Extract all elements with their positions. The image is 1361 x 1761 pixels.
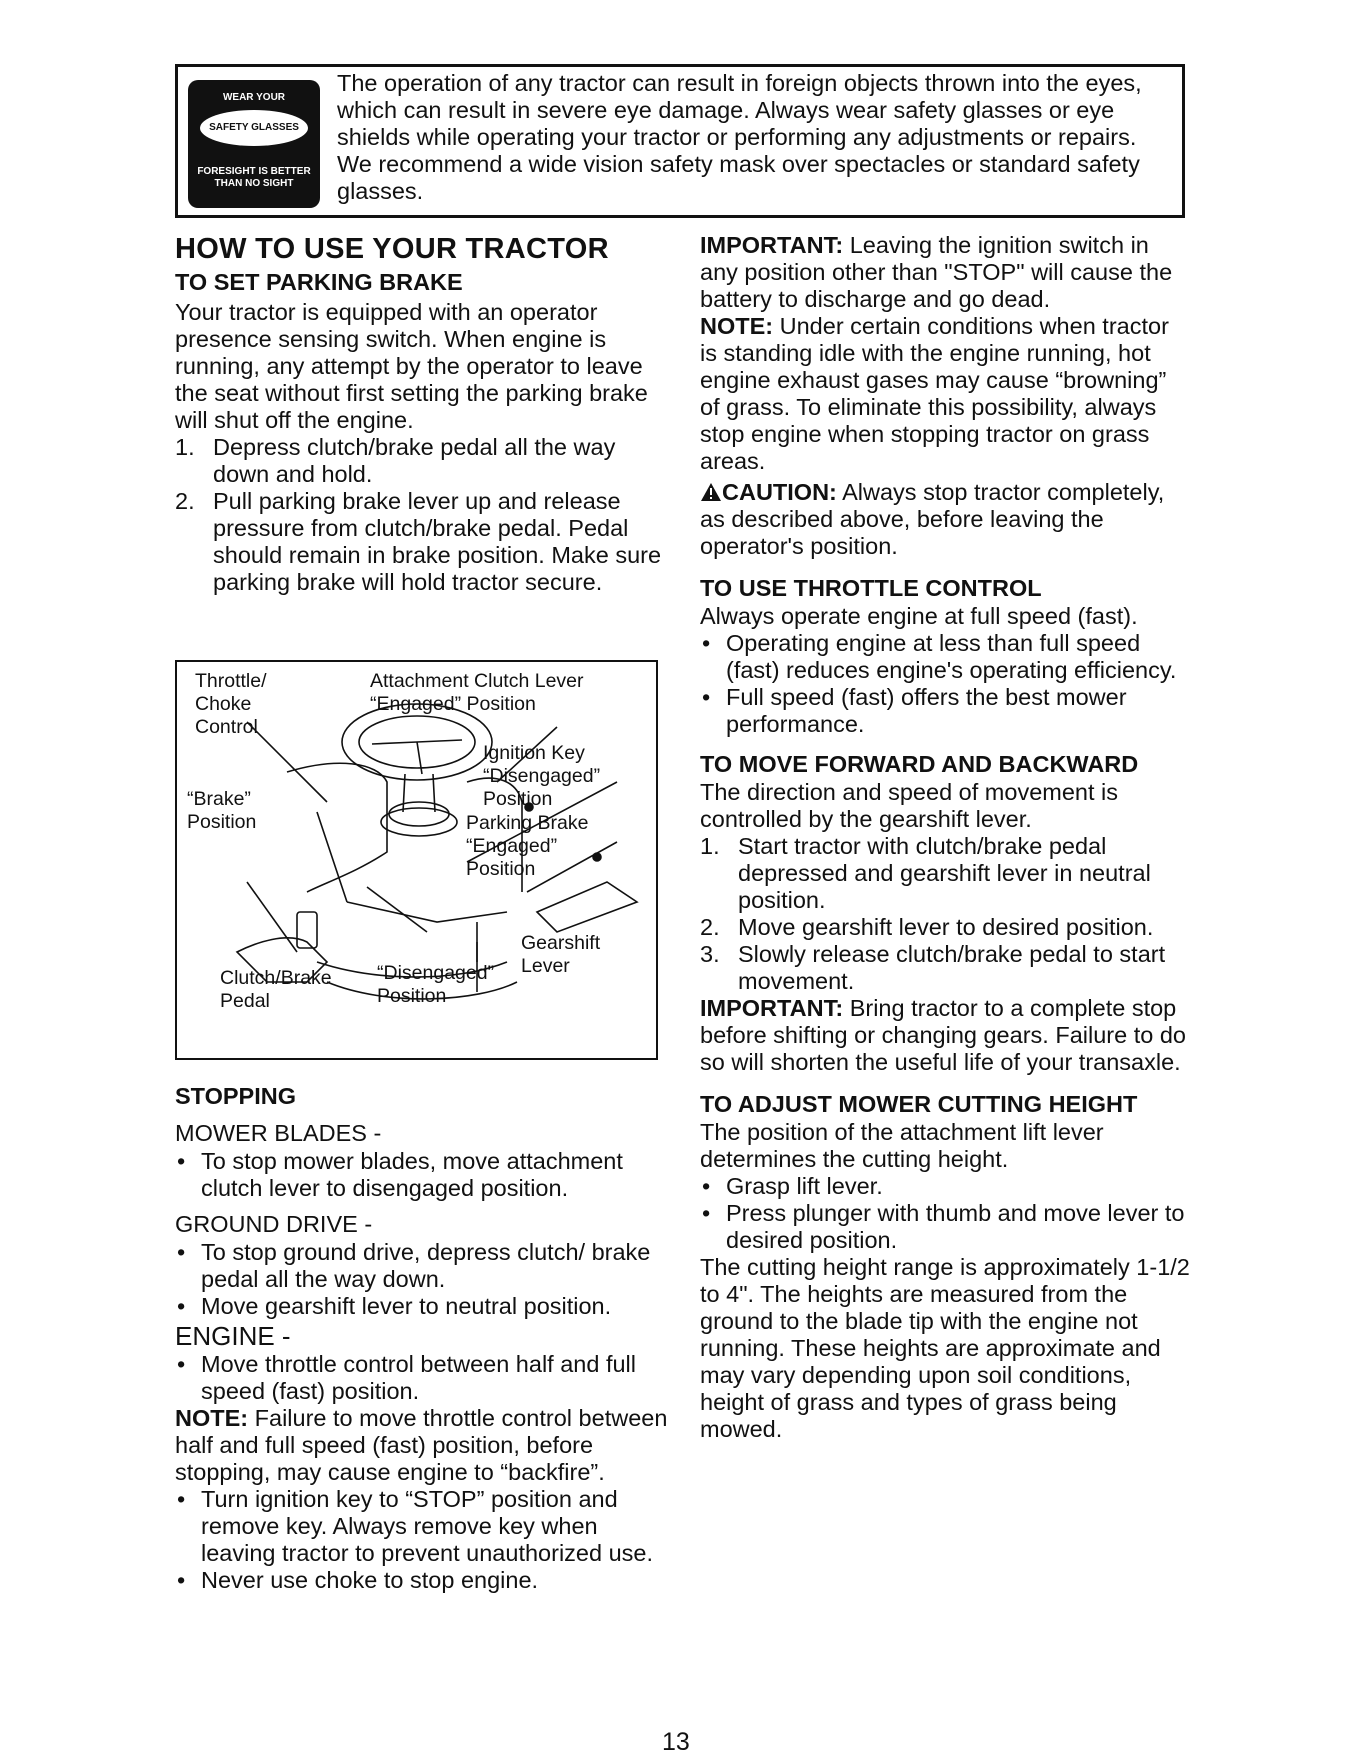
cutting-height-heading: TO ADJUST MOWER CUTTING HEIGHT bbox=[700, 1091, 1138, 1117]
list-item-text: Move throttle control between half and full speed (fast) position. bbox=[201, 1351, 637, 1404]
list-item: • Turn ignition key to “STOP” position and remove key. Always remove key when leaving tractor to prevent unauthorized use. bbox=[177, 1486, 653, 1566]
label-disengaged: “Disengaged” Position bbox=[377, 962, 495, 1007]
list-item-text: To stop mower blades, move attachment clutch lever to disengaged position. bbox=[201, 1148, 623, 1201]
step-text: Depress clutch/brake pedal all the way down and hold. bbox=[213, 434, 616, 487]
safety-glasses-icon bbox=[188, 80, 320, 208]
step-text: Slowly release clutch/brake pedal to start movement. bbox=[738, 941, 1166, 994]
note-label: NOTE: bbox=[175, 1405, 249, 1431]
page-number: 13 bbox=[662, 1728, 690, 1756]
stopping-heading: STOPPING bbox=[175, 1083, 297, 1109]
label-ignition-key: Ignition Key “Disengaged” Position bbox=[483, 742, 601, 810]
parking-step bbox=[175, 488, 665, 596]
move-step bbox=[700, 914, 1192, 941]
important-gears bbox=[700, 995, 1192, 1076]
left-column-bottom bbox=[175, 1082, 670, 1594]
move-heading: TO MOVE FORWARD AND BACKWARD bbox=[700, 751, 1139, 777]
list-item: • Full speed (fast) offers the best mower performance. bbox=[702, 684, 1127, 737]
icon-text-foresight: FORESIGHT IS BETTER bbox=[197, 166, 311, 177]
list-item-text: To stop ground drive, depress clutch/ brake pedal all the way down. bbox=[201, 1239, 651, 1292]
list-item-text: Press plunger with thumb and move lever to desired position. bbox=[726, 1200, 1185, 1253]
label-gearshift: Gearshift Lever bbox=[521, 932, 601, 977]
icon-text-nosight: THAN NO SIGHT bbox=[214, 178, 294, 189]
list-item-text: Full speed (fast) offers the best mower performance. bbox=[726, 684, 1127, 737]
throttle-heading: TO USE THROTTLE CONTROL bbox=[700, 575, 1042, 601]
caution-text: Always stop tractor completely, as described above, before leaving the operator's position. bbox=[700, 479, 1165, 559]
label-brake-position: “Brake” Position bbox=[187, 788, 257, 833]
list-item-text: Grasp lift lever. bbox=[726, 1173, 883, 1199]
list-item-text: Never use choke to stop engine. bbox=[201, 1567, 539, 1593]
right-column bbox=[700, 232, 1192, 1443]
list-item: • Grasp lift lever. bbox=[702, 1173, 883, 1199]
list-item: • Operating engine at less than full speed (fast) reduces engine's operating efficiency. bbox=[702, 630, 1177, 683]
warning-triangle-icon bbox=[700, 482, 722, 502]
important-label: IMPORTANT: bbox=[700, 995, 844, 1021]
parking-step bbox=[175, 434, 665, 488]
caution-note bbox=[700, 479, 1192, 560]
step-number: 3. bbox=[700, 941, 720, 967]
step-number: 2. bbox=[700, 914, 720, 940]
step-number: 1. bbox=[700, 833, 720, 859]
label-clutch-brake: Clutch/Brake Pedal bbox=[220, 967, 332, 1012]
note-text: Failure to move throttle control between half and full speed (fast) position, before stopping, may cause engine to “backfire”. bbox=[175, 1405, 668, 1485]
move-step bbox=[700, 941, 1192, 995]
parking-heading: TO SET PARKING BRAKE bbox=[175, 269, 463, 295]
engine-note bbox=[175, 1405, 670, 1486]
safety-text: The operation of any tractor can result in foreign objects thrown into the eyes, which can result in severe eye damage. Always wear safety glasses or eye shields while operating your tractor or performing any adjustments or repairs. We recommend a wide vision safety mask over spectacles or standard safety glasses. bbox=[337, 70, 1142, 204]
step-number: 1. bbox=[175, 434, 195, 460]
important-label: IMPORTANT: bbox=[700, 232, 844, 258]
mower-blades-label: MOWER BLADES - bbox=[175, 1120, 382, 1146]
step-number: 2. bbox=[175, 488, 195, 514]
note-text: Under certain conditions when tractor is standing idle with the engine running, hot engine exhaust gases may cause “browning” of grass. To eliminate this possibility, always stop engine when stopping tractor on grass areas. bbox=[700, 313, 1169, 474]
icon-text-glasses: SAFETY GLASSES bbox=[209, 122, 299, 133]
important-ignition bbox=[700, 232, 1192, 313]
ground-drive-label: GROUND DRIVE - bbox=[175, 1211, 373, 1237]
engine-label: ENGINE - bbox=[175, 1321, 291, 1351]
note-label: NOTE: bbox=[700, 313, 774, 339]
step-text: Pull parking brake lever up and release pressure from clutch/brake pedal. Pedal should remain in brake position. Make sure parking brake will hold tractor secure. bbox=[213, 488, 662, 595]
list-item: • Move gearshift lever to neutral position. bbox=[177, 1293, 612, 1319]
list-item-text: Operating engine at less than full speed (fast) reduces engine's operating efficiency. bbox=[726, 630, 1177, 683]
list-item: • Press plunger with thumb and move lever to desired position. bbox=[702, 1200, 1185, 1253]
important-text: Leaving the ignition switch in any position other than "STOP" will cause the battery to discharge and go dead. bbox=[700, 232, 1173, 312]
caution-label: CAUTION: bbox=[722, 479, 837, 505]
parking-intro: Your tractor is equipped with an operator presence sensing switch. When engine is running, any attempt by the operator to leave the seat without first setting the parking brake will shut off the engine. bbox=[175, 299, 648, 433]
cutting-height-intro: The position of the attachment lift lever determines the cutting height. bbox=[700, 1119, 1104, 1172]
label-attachment-clutch: Attachment Clutch Lever “Engaged” Position bbox=[370, 670, 584, 715]
list-item-text: Move gearshift lever to neutral position. bbox=[201, 1293, 612, 1319]
left-column-top bbox=[175, 232, 665, 596]
label-throttle: Throttle/ Choke Control bbox=[195, 670, 267, 738]
list-item-text: Turn ignition key to “STOP” position and remove key. Always remove key when leaving tractor to prevent unauthorized use. bbox=[201, 1486, 653, 1566]
move-step bbox=[700, 833, 1192, 914]
list-item: • Never use choke to stop engine. bbox=[177, 1567, 539, 1593]
list-item: • To stop ground drive, depress clutch/ brake pedal all the way down. bbox=[177, 1239, 651, 1292]
step-text: Start tractor with clutch/brake pedal depressed and gearshift lever in neutral position. bbox=[738, 833, 1151, 913]
controls-figure bbox=[175, 660, 658, 1060]
important-text: Bring tractor to a complete stop before shifting or changing gears. Failure to do so will shorten the useful life of your transaxle. bbox=[700, 995, 1186, 1075]
page-title: HOW TO USE YOUR TRACTOR bbox=[175, 233, 609, 265]
icon-text-wear: WEAR YOUR bbox=[222, 92, 286, 103]
list-item: • Move throttle control between half and full speed (fast) position. bbox=[177, 1351, 637, 1404]
move-intro: The direction and speed of movement is controlled by the gearshift lever. bbox=[700, 779, 1119, 832]
icon-oval bbox=[200, 110, 308, 146]
step-text: Move gearshift lever to desired position. bbox=[738, 914, 1154, 940]
label-parking-brake: Parking Brake “Engaged” Position bbox=[466, 812, 589, 880]
list-item: • To stop mower blades, move attachment clutch lever to disengaged position. bbox=[177, 1148, 623, 1201]
throttle-intro: Always operate engine at full speed (fast). bbox=[700, 603, 1138, 629]
cutting-height-text: The cutting height range is approximately 1-1/2 to 4". The heights are measured from the ground to the blade tip with the engine not running. These heights are approximate and may vary depending upon soil conditions, height of grass and types of grass being mowed. bbox=[700, 1254, 1190, 1442]
grass-note bbox=[700, 313, 1192, 475]
